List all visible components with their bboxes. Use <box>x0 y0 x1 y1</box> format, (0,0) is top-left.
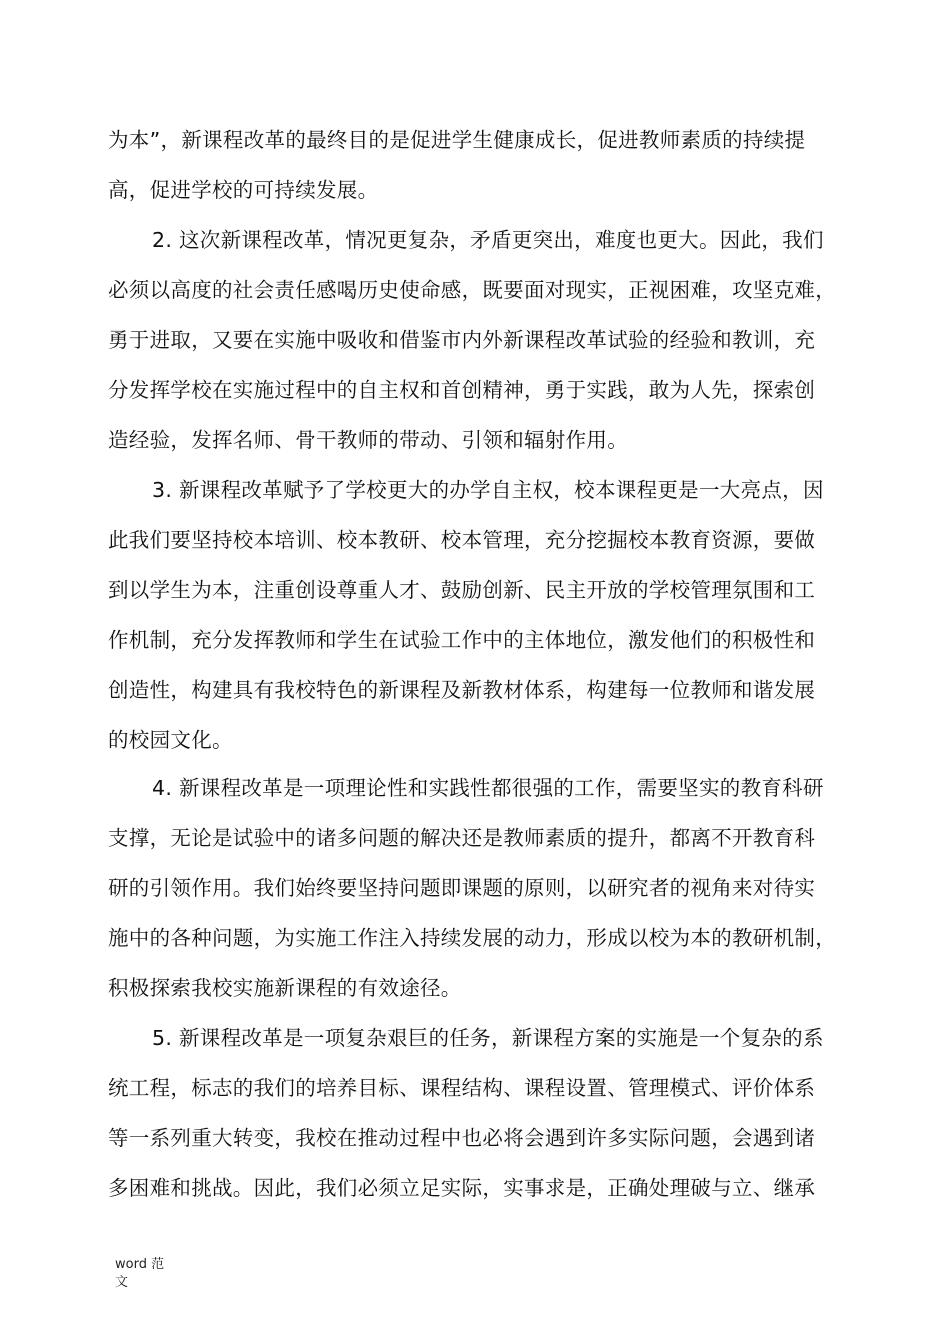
text-line: 到以学生为本，注重创设尊重人才、鼓励创新、民主开放的学校管理氛围和工 <box>108 578 816 602</box>
text-line: 此我们要坚持校本培训、校本教研、校本管理，充分挖掘校本教育资源，要做 <box>108 528 816 552</box>
paragraph-3-start: 3. 新课程改革赋予了学校更大的办学自主权，校本课程更是一大亮点，因 <box>152 478 824 502</box>
text-line: 研的引领作用。我们始终要坚持问题即课题的原则，以研究者的视角来对待实 <box>108 876 816 900</box>
footer-watermark-line2: 文 <box>115 1275 129 1290</box>
text-line: 施中的各种问题，为实施工作注入持续发展的动力，形成以校为本的教研机制， <box>108 926 836 950</box>
text-line: 为本”，新课程改革的最终目的是促进学生健康成长，促进教师素质的持续提 <box>108 128 806 152</box>
text-line: 积极探索我校实施新课程的有效途径。 <box>108 976 462 1000</box>
paragraph-4-start: 4. 新课程改革是一项理论性和实践性都很强的工作，需要坚实的教育科研 <box>152 776 824 800</box>
text-line: 多困难和挑战。因此，我们必须立足实际，实事求是，正确处理破与立、继承 <box>108 1176 816 1200</box>
text-line: 造经验，发挥名师、骨干教师的带动、引领和辐射作用。 <box>108 428 628 452</box>
text-line: 高，促进学校的可持续发展。 <box>108 178 379 202</box>
text-line: 作机制，充分发挥教师和学生在试验工作中的主体地位，激发他们的积极性和 <box>108 628 816 652</box>
text-line: 统工程，标志的我们的培养目标、课程结构、课程设置、管理模式、评价体系 <box>108 1076 816 1100</box>
text-line: 等一系列重大转变，我校在推动过程中也必将会遇到许多实际问题，会遇到诸 <box>108 1126 816 1150</box>
paragraph-5-start: 5. 新课程改革是一项复杂艰巨的任务，新课程方案的实施是一个复杂的系 <box>152 1026 824 1050</box>
text-line: 的校园文化。 <box>108 728 233 752</box>
text-line: 支撑，无论是试验中的诸多问题的解决还是教师素质的提升，都离不开教育科 <box>108 826 816 850</box>
text-line: 分发挥学校在实施过程中的自主权和首创精神，勇于实践，敢为人先，探索创 <box>108 378 816 402</box>
text-line: 必须以高度的社会责任感喝历史使命感，既要面对现实，正视困难，攻坚克难， <box>108 278 836 302</box>
footer-watermark-line1: word 范 <box>115 1257 165 1272</box>
paragraph-2-start: 2. 这次新课程改革，情况更复杂，矛盾更突出，难度也更大。因此，我们 <box>152 228 824 252</box>
text-line: 勇于进取，又要在实施中吸收和借鉴市内外新课程改革试验的经验和教训，充 <box>108 328 816 352</box>
text-line: 创造性，构建具有我校特色的新课程及新教材体系，构建每一位教师和谐发展 <box>108 678 816 702</box>
